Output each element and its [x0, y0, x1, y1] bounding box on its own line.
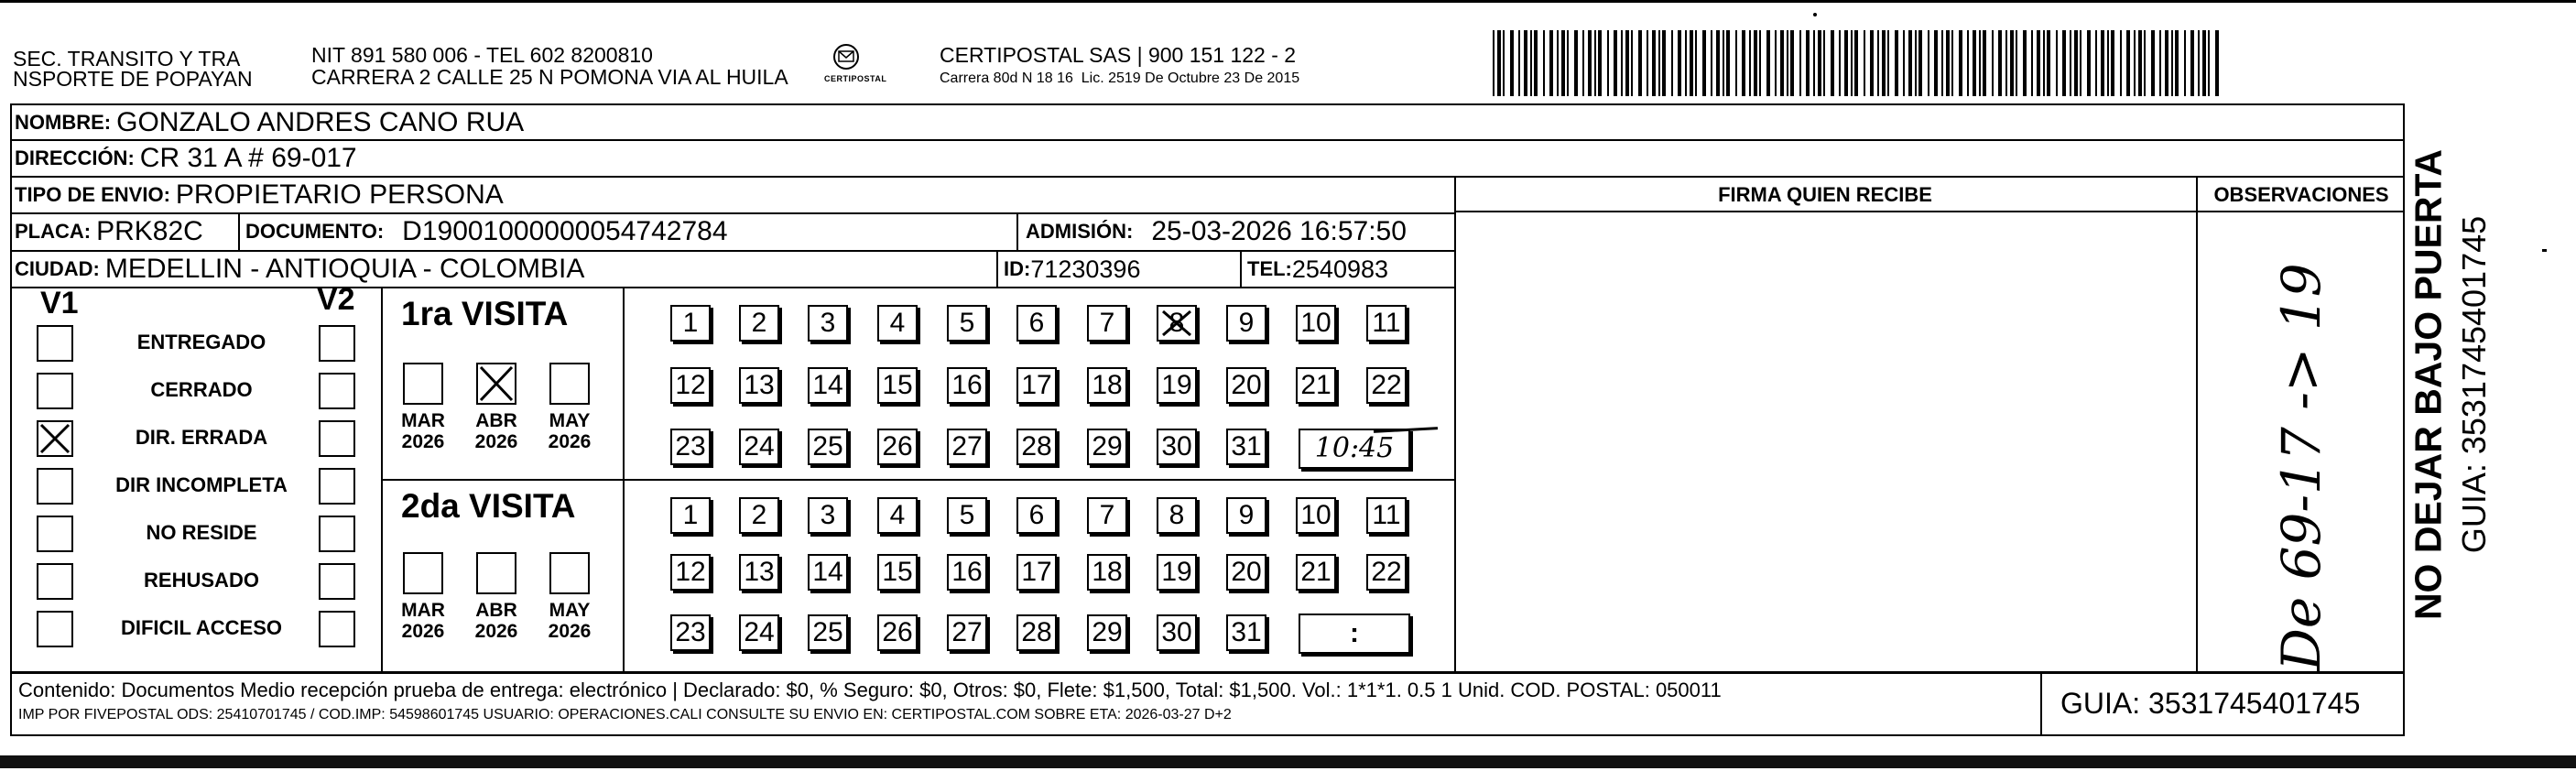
barcode-bar — [1908, 30, 1912, 96]
year-label: 2026 — [474, 431, 518, 452]
barcode-bar — [1775, 30, 1777, 96]
id-label: ID: — [1004, 257, 1031, 280]
day-box[interactable]: 28 — [1016, 429, 1057, 465]
barcode-bar — [1549, 30, 1553, 96]
barcode-bar — [1658, 30, 1660, 96]
nombre-row — [15, 105, 524, 140]
day-box[interactable]: 11 — [1366, 497, 1407, 534]
tel-label: TEL: — [1247, 257, 1292, 280]
id-divider — [996, 250, 998, 287]
day-box[interactable] — [1157, 305, 1197, 342]
day-box[interactable]: 22 — [1366, 554, 1407, 591]
barcode-bar — [1652, 30, 1656, 96]
barcode-bar — [2151, 30, 2155, 96]
handwritten-observation-text: De 69-17 -> 19 — [2270, 263, 2332, 671]
day-box[interactable]: 18 — [1087, 367, 1127, 404]
day-box[interactable]: 24 — [739, 429, 779, 465]
day-box[interactable]: 20 — [1226, 554, 1266, 591]
sender-line-2: NSPORTE DE POPAYAN — [13, 67, 253, 91]
second-visit-time-placeholder: : — [1350, 618, 1359, 648]
observaciones-header: OBSERVACIONES — [2213, 183, 2389, 206]
v1-checkbox[interactable] — [37, 563, 73, 600]
barcode-bar — [2107, 30, 2109, 96]
year-label: 2026 — [401, 621, 445, 642]
barcode-bar — [1561, 30, 1565, 96]
barcode-bar — [2120, 30, 2122, 96]
nombre-label: NOMBRE: — [15, 111, 112, 134]
direccion-value: CR 31 A # 69-017 — [139, 143, 357, 173]
day-box[interactable]: 17 — [1016, 554, 1057, 591]
second-visit-time-box[interactable] — [1299, 614, 1410, 654]
day-box[interactable]: 16 — [947, 367, 987, 404]
barcode-bar — [2010, 30, 2014, 96]
year-label: 2026 — [548, 431, 592, 452]
barcode-bar — [1518, 30, 1520, 96]
sender-line-1: SEC. TRANSITO Y TRA — [13, 47, 241, 71]
year-label: 2026 — [401, 431, 445, 452]
v2-checkbox[interactable] — [319, 420, 355, 457]
v1-checkbox[interactable] — [37, 516, 73, 552]
day-box[interactable]: 28 — [1016, 614, 1057, 651]
barcode-bar — [1759, 30, 1761, 96]
barcode-bar — [1695, 30, 1697, 96]
barcode-bar — [1621, 30, 1623, 96]
barcode-bar — [1839, 30, 1841, 96]
barcode — [1493, 30, 2225, 96]
day-box[interactable]: 2 — [739, 305, 779, 342]
barcode-bar — [1534, 30, 1538, 96]
barcode-bar — [1735, 30, 1737, 96]
v1-label: V1 — [40, 286, 79, 320]
barcode-bar — [1806, 30, 1810, 96]
barcode-bar — [1557, 30, 1559, 96]
v1-checkbox[interactable] — [37, 373, 73, 409]
day-box[interactable]: 6 — [1016, 497, 1057, 534]
day-box[interactable]: 29 — [1087, 429, 1127, 465]
day-box[interactable]: 15 — [877, 367, 918, 404]
day-box[interactable]: 31 — [1226, 614, 1266, 651]
barcode-bar — [1702, 30, 1706, 96]
barcode-bar — [1882, 30, 1886, 96]
day-box[interactable]: 7 — [1087, 497, 1127, 534]
v2-label: V2 — [317, 282, 355, 317]
day-number: 8 — [1168, 308, 1185, 338]
month-label: MAY — [549, 410, 591, 431]
x-mark-icon — [1160, 309, 1193, 338]
barcode-bar — [1582, 30, 1584, 96]
day-box[interactable]: 1 — [670, 497, 711, 534]
barcode-bar — [2087, 30, 2091, 96]
footer-content: Contenido: Documentos Medio recepción prueba de entrega: electrónico | Declarado: $0, % Seguro: $0, Otros: $0, Flete: $1,500, Total: $1,500. Vol.: 1*1*1. 0.5 1 Unid. COD. POSTAL: 050011 — [18, 679, 1722, 701]
barcode-bar — [1716, 30, 1720, 96]
day-box[interactable]: 1 — [670, 305, 711, 342]
nombre-value: GONZALO ANDRES CANO RUA — [116, 107, 525, 137]
barcode-bar — [2074, 30, 2078, 96]
day-box[interactable]: 8 — [1157, 497, 1197, 534]
barcode-bar — [1799, 30, 1801, 96]
v1-checkbox[interactable] — [37, 468, 73, 505]
barcode-bar — [1685, 30, 1687, 96]
barcode-bar — [1594, 30, 1596, 96]
barcode-bar — [1726, 30, 1730, 96]
barcode-bar — [2062, 30, 2066, 96]
tipo-value: PROPIETARIO PERSONA — [175, 179, 504, 210]
barcode-bar — [1973, 30, 1976, 96]
barcode-bar — [1625, 30, 1629, 96]
status-label: REHUSADO — [144, 569, 259, 592]
barcode-bar — [1823, 30, 1825, 96]
dot-mark — [1813, 13, 1817, 16]
barcode-bar — [2215, 30, 2219, 96]
barcode-bar — [1895, 30, 1898, 96]
barcode-bar — [1754, 30, 1757, 96]
day-box[interactable]: 7 — [1087, 305, 1127, 342]
id-row — [1004, 252, 1140, 287]
barcode-bar — [1588, 30, 1592, 96]
month-checkbox[interactable] — [403, 363, 443, 405]
barcode-bar — [1598, 30, 1602, 96]
barcode-bar — [1567, 30, 1569, 96]
barcode-bar — [2144, 30, 2146, 96]
barcode-bar — [1998, 30, 2002, 96]
ciudad-label: CIUDAD: — [15, 257, 100, 280]
second-visit-title: 2da VISITA — [401, 487, 576, 525]
day-box[interactable]: 21 — [1296, 554, 1336, 591]
barcode-bar — [1662, 30, 1666, 96]
barcode-bar — [1915, 30, 1917, 96]
barcode-bar — [2043, 30, 2045, 96]
barcode-bar — [1941, 30, 1943, 96]
barcode-bar — [1831, 30, 1834, 96]
barcode-bar — [1864, 30, 1865, 96]
placa-label: PLACA: — [15, 220, 92, 243]
barcode-bar — [2134, 30, 2136, 96]
v2-checkbox[interactable] — [319, 373, 355, 409]
barcode-bar — [1979, 30, 1981, 96]
side-mark — [2542, 249, 2547, 252]
certipostal-logo — [821, 42, 894, 93]
first-visit-title: 1ra VISITA — [401, 295, 569, 332]
admision-divider — [1016, 212, 1018, 250]
placa-divider — [238, 212, 240, 250]
barcode-bar — [1723, 30, 1724, 96]
carrier-line-1: CERTIPOSTAL SAS | 900 151 122 - 2 — [940, 43, 1297, 67]
status-label: CERRADO — [150, 378, 253, 401]
barcode-bar — [2056, 30, 2058, 96]
month-checkbox[interactable] — [476, 552, 516, 594]
barcode-bar — [2031, 30, 2033, 96]
day-box[interactable]: 31 — [1226, 429, 1266, 465]
barcode-bar — [1903, 30, 1905, 96]
handwritten-observation — [2198, 263, 2405, 671]
barcode-bar — [1574, 30, 1578, 96]
admision-label: ADMISIÓN: — [1026, 220, 1134, 243]
side-warning — [2407, 110, 2502, 659]
barcode-bar — [1497, 30, 1501, 96]
barcode-bar — [1870, 30, 1874, 96]
barcode-bar — [1711, 30, 1712, 96]
barcode-bar — [1854, 30, 1858, 96]
day-box[interactable]: 17 — [1016, 367, 1057, 404]
barcode-bar — [1790, 30, 1794, 96]
barcode-bar — [1766, 30, 1770, 96]
day-box[interactable]: 23 — [670, 429, 711, 465]
barcode-bar — [1928, 30, 1929, 96]
side-warning-line1: NO DEJAR BAJO PUERTA — [2407, 148, 2450, 621]
v1-checkbox[interactable] — [37, 420, 73, 457]
day-box[interactable]: 30 — [1157, 614, 1197, 651]
year-label: 2026 — [548, 621, 592, 642]
barcode-bar — [1887, 30, 1889, 96]
day-box[interactable]: 25 — [808, 429, 848, 465]
barcode-bar — [1614, 30, 1617, 96]
barcode-bar — [2202, 30, 2206, 96]
x-mark-icon — [478, 364, 515, 403]
barcode-bar — [1742, 30, 1745, 96]
day-box[interactable]: 6 — [1016, 305, 1057, 342]
day-box[interactable]: 20 — [1226, 367, 1266, 404]
v2-checkbox[interactable] — [319, 563, 355, 600]
day-box[interactable]: 10 — [1296, 497, 1336, 534]
v2-checkbox[interactable] — [319, 516, 355, 552]
barcode-bar — [2190, 30, 2194, 96]
month-label: ABR — [475, 600, 517, 621]
day-box[interactable]: 29 — [1087, 614, 1127, 651]
barcode-bar — [1877, 30, 1879, 96]
barcode-bar — [2184, 30, 2186, 96]
barcode-bar — [1607, 30, 1609, 96]
firma-divider — [1454, 176, 1456, 672]
day-box[interactable]: 9 — [1226, 497, 1266, 534]
placa-row — [15, 214, 203, 249]
barcode-bar — [1813, 30, 1815, 96]
status-label: DIFICIL ACCESO — [120, 616, 282, 639]
barcode-bar — [1818, 30, 1821, 96]
logo-text: CERTIPOSTAL — [824, 74, 887, 83]
barcode-bar — [1959, 30, 1962, 96]
barcode-bar — [1671, 30, 1673, 96]
id-value: 71230396 — [1030, 255, 1141, 283]
day-box[interactable]: 23 — [670, 614, 711, 651]
barcode-bar — [1780, 30, 1784, 96]
day-box[interactable]: 12 — [670, 367, 711, 404]
direccion-label: DIRECCIÓN: — [15, 147, 135, 169]
row-line-5 — [10, 287, 1454, 288]
v1-checkbox[interactable] — [37, 611, 73, 647]
barcode-bar — [1543, 30, 1545, 96]
barcode-bar — [2047, 30, 2050, 96]
month-checkbox[interactable] — [476, 363, 516, 405]
barcode-bar — [1918, 30, 1922, 96]
barcode-bar — [1992, 30, 1994, 96]
month-checkbox[interactable] — [549, 552, 590, 594]
v2-checkbox[interactable] — [319, 611, 355, 647]
nit-line-2: CARRERA 2 CALLE 25 N POMONA VIA AL HUILA — [311, 65, 788, 89]
day-box[interactable]: 2 — [739, 497, 779, 534]
barcode-bar — [2165, 30, 2168, 96]
day-box[interactable]: 22 — [1366, 367, 1407, 404]
day-box[interactable]: 5 — [947, 305, 987, 342]
day-box[interactable]: 21 — [1296, 367, 1336, 404]
year-label: 2026 — [474, 621, 518, 642]
barcode-bar — [1983, 30, 1986, 96]
barcode-bar — [2023, 30, 2027, 96]
v2-checkbox[interactable] — [319, 325, 355, 362]
day-box[interactable]: 19 — [1157, 554, 1197, 591]
ciudad-value: MEDELLIN - ANTIOQUIA - COLOMBIA — [104, 254, 585, 284]
day-box[interactable]: 14 — [808, 367, 848, 404]
barcode-bar — [1749, 30, 1751, 96]
barcode-bar — [2171, 30, 2173, 96]
barcode-bar — [2159, 30, 2161, 96]
admision-value: 25-03-2026 16:57:50 — [1151, 216, 1407, 246]
top-border — [0, 0, 2576, 3]
first-visit-time-handwritten: 10:45 — [1314, 432, 1395, 464]
barcode-bar — [2101, 30, 2104, 96]
month-checkbox[interactable] — [403, 552, 443, 594]
v1-checkbox[interactable] — [37, 325, 73, 362]
day-box[interactable]: 14 — [808, 554, 848, 591]
day-box[interactable]: 12 — [670, 554, 711, 591]
v2-checkbox[interactable] — [319, 468, 355, 505]
x-mark-icon — [38, 422, 71, 455]
day-box[interactable]: 24 — [739, 614, 779, 651]
barcode-bar — [2126, 30, 2130, 96]
documento-row — [245, 214, 728, 249]
day-box[interactable]: 19 — [1157, 367, 1197, 404]
barcode-bar — [1934, 30, 1938, 96]
day-box[interactable]: 18 — [1087, 554, 1127, 591]
barcode-bar — [1844, 30, 1848, 96]
barcode-bar — [1493, 30, 1495, 96]
day-box[interactable]: 3 — [808, 305, 848, 342]
status-label: ENTREGADO — [136, 331, 266, 353]
day-box[interactable]: 16 — [947, 554, 987, 591]
barcode-bar — [2175, 30, 2179, 96]
placa-value: PRK82C — [96, 216, 203, 246]
documento-value: D19001000000054742784 — [402, 216, 728, 246]
barcode-bar — [1951, 30, 1953, 96]
tel-divider — [1240, 250, 1242, 287]
barcode-bar — [2037, 30, 2040, 96]
footer-print-info: IMP POR FIVEPOSTAL ODS: 25410701745 / COD.IMP: 54598601745 USUARIO: OPERACIONES.CALI CONSULTE SU ENVIO EN: CERTIPOSTAL.COM SOBRE ETA: 2026-03-27 D+2 — [18, 707, 1232, 722]
month-label: MAR — [401, 600, 445, 621]
day-box[interactable]: 30 — [1157, 429, 1197, 465]
barcode-bar — [1967, 30, 1969, 96]
barcode-bar — [1690, 30, 1693, 96]
tipo-label: TIPO DE ENVIO: — [15, 183, 170, 206]
day-box[interactable]: 10 — [1296, 305, 1336, 342]
footer-guia: GUIA: 3531745401745 — [2060, 687, 2361, 720]
status-label: NO RESIDE — [146, 521, 257, 544]
status-label: DIR. ERRADA — [135, 426, 268, 449]
barcode-bar — [2208, 30, 2210, 96]
barcode-bar — [1510, 30, 1514, 96]
barcode-bar — [1787, 30, 1788, 96]
tel-row — [1247, 252, 1388, 287]
day-box[interactable]: 13 — [739, 367, 779, 404]
barcode-bar — [1647, 30, 1648, 96]
tel-value: 2540983 — [1291, 255, 1389, 283]
barcode-bar — [1678, 30, 1681, 96]
barcode-bar — [1851, 30, 1853, 96]
barcode-bar — [2198, 30, 2200, 96]
day-box[interactable]: 3 — [808, 497, 848, 534]
day-box[interactable]: 27 — [947, 614, 987, 651]
day-box[interactable]: 15 — [877, 554, 918, 591]
firma-header: FIRMA QUIEN RECIBE — [1718, 183, 1932, 206]
month-label: MAY — [549, 600, 591, 621]
envelope-icon — [821, 42, 894, 93]
side-guia: GUIA: 3531745401745 — [2455, 215, 2493, 554]
day-box[interactable]: 26 — [877, 429, 918, 465]
day-box[interactable]: 5 — [947, 497, 987, 534]
footer-box — [10, 672, 2405, 736]
day-box[interactable]: 4 — [877, 497, 918, 534]
day-box[interactable]: 13 — [739, 554, 779, 591]
tipo-row — [15, 178, 504, 212]
barcode-bar — [1530, 30, 1532, 96]
nit-line-1: NIT 891 580 006 - TEL 602 8200810 — [311, 43, 653, 67]
day-box[interactable]: 4 — [877, 305, 918, 342]
row-line-3b — [1454, 211, 2405, 212]
first-visit-time-box[interactable] — [1299, 429, 1410, 469]
barcode-bar — [2005, 30, 2007, 96]
barcode-bar — [2111, 30, 2114, 96]
barcode-bar — [2095, 30, 2097, 96]
barcode-bar — [1946, 30, 1950, 96]
barcode-bar — [2070, 30, 2071, 96]
status-label: DIR INCOMPLETA — [115, 473, 288, 496]
barcode-bar — [2080, 30, 2081, 96]
month-label: ABR — [475, 410, 517, 431]
day-box[interactable]: 25 — [808, 614, 848, 651]
barcode-bar — [1524, 30, 1527, 96]
barcode-bar — [1503, 30, 1505, 96]
barcode-bar — [2016, 30, 2017, 96]
admision-row — [1026, 214, 1407, 249]
month-checkbox[interactable] — [549, 363, 590, 405]
day-box[interactable]: 26 — [877, 614, 918, 651]
day-box[interactable]: 9 — [1226, 305, 1266, 342]
direccion-row — [15, 141, 357, 176]
month-label: MAR — [401, 410, 445, 431]
carrier-line-2: Carrera 80d N 18 16 Lic. 2519 De Octubre 23 De 2015 — [940, 71, 1300, 86]
barcode-bar — [2138, 30, 2142, 96]
barcode-bar — [1638, 30, 1642, 96]
visit-separator — [381, 479, 1454, 481]
ciudad-row — [15, 252, 584, 287]
bottom-border — [0, 755, 2576, 768]
documento-label: DOCUMENTO: — [245, 220, 385, 243]
day-box[interactable]: 11 — [1366, 305, 1407, 342]
barcode-bar — [1631, 30, 1633, 96]
day-box[interactable]: 27 — [947, 429, 987, 465]
